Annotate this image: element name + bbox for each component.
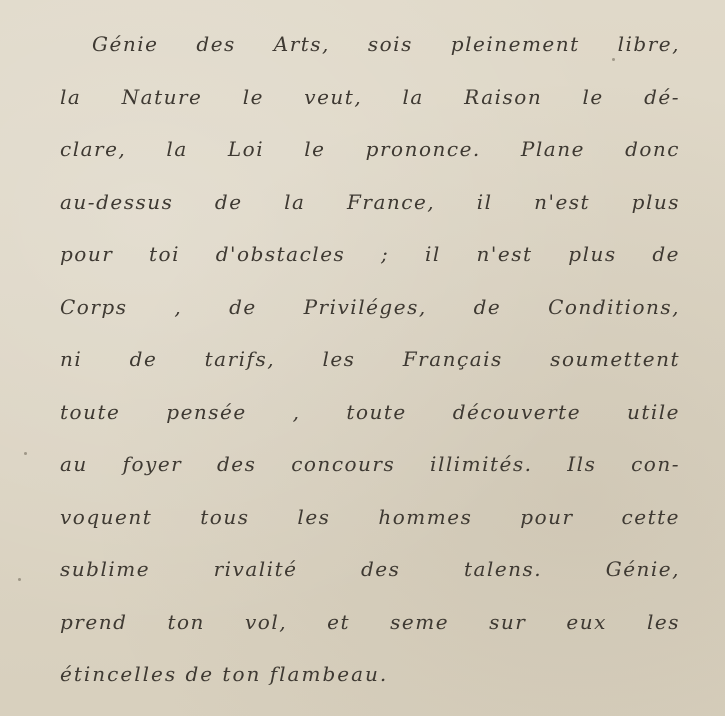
paper-speck <box>18 578 21 581</box>
text-line: Corps , de Priviléges, de Conditions, <box>60 294 680 319</box>
text-line: voquent tous les hommes pour cette <box>60 504 680 529</box>
text-line: Génie des Arts, sois pleinement libre, <box>92 32 680 56</box>
text-line: prend ton vol, et seme sur eux les <box>60 609 680 634</box>
text-line: la Nature le veut, la Raison le dé- <box>60 84 680 109</box>
text-line: étincelles de ton flambeau. <box>60 662 389 686</box>
text-line: ni de tarifs, les Français soumettent <box>60 347 680 371</box>
text-line: au foyer des concours illimités. Ils con- <box>60 452 680 476</box>
text-block <box>60 24 680 707</box>
text-line: sublime rivalité des talens. Génie, <box>60 557 680 581</box>
text-line: pour toi d'obstacles ; il n'est plus de <box>60 242 680 266</box>
paper-speck <box>24 452 27 455</box>
text-line: clare, la Loi le prononce. Plane donc <box>60 137 680 161</box>
text-line: au-dessus de la France, il n'est plus <box>60 189 680 214</box>
text-line: toute pensée , toute découverte utile <box>60 399 680 424</box>
